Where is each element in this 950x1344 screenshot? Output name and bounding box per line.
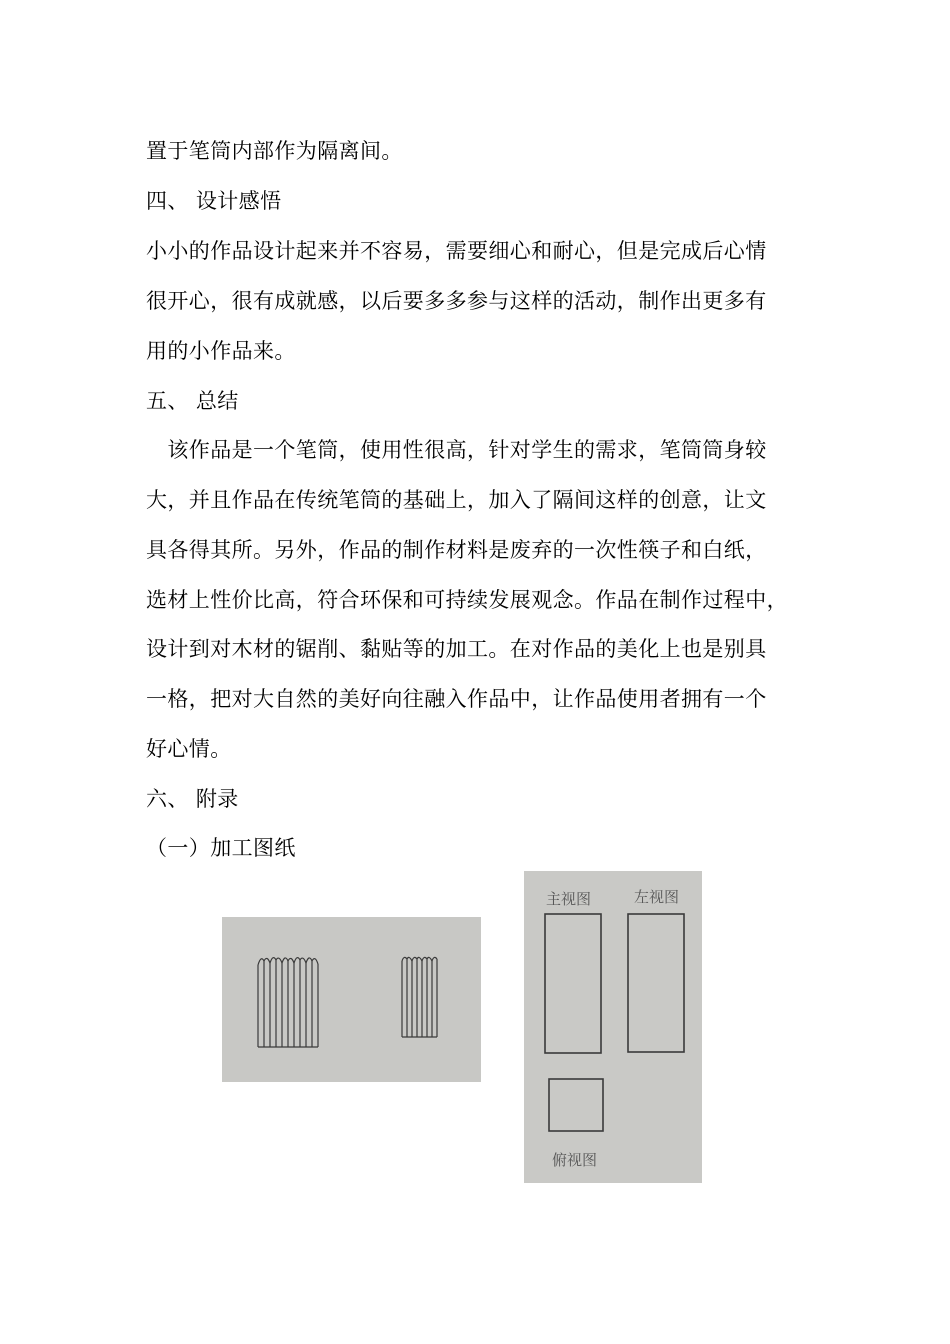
left-view-label: 左视图 [634, 888, 680, 906]
paragraph-line: 用的小作品来。 [146, 339, 296, 363]
paragraph-line: 选材上性价比高，符合环保和可持续发展观念。作品在制作过程中， [146, 588, 788, 612]
subsection-heading: （一）加工图纸 [146, 836, 296, 860]
section-heading-4: 四、 设计感悟 [146, 189, 282, 213]
section-heading-5: 五、 总结 [146, 389, 239, 413]
top-view-label: 俯视图 [552, 1151, 598, 1169]
sketch-photo-chopsticks [222, 917, 481, 1082]
section-heading-6: 六、 附录 [146, 787, 239, 811]
paragraph-line: 好心情。 [146, 737, 232, 761]
paragraph-line: 置于笔筒内部作为隔离间。 [146, 139, 403, 163]
paragraph-line: 一格，把对大自然的美好向往融入作品中，让作品使用者拥有一个 [146, 687, 767, 711]
paragraph-line: 设计到对木材的锯削、黏贴等的加工。在对作品的美化上也是别具 [146, 637, 767, 661]
paragraph-line: 小小的作品设计起来并不容易，需要细心和耐心，但是完成后心情 [146, 239, 767, 263]
paragraph-line: 很开心，很有成就感，以后要多多参与这样的活动，制作出更多有 [146, 289, 767, 313]
paragraph-line: 该作品是一个笔筒，使用性很高，针对学生的需求，笔筒筒身较 [146, 438, 767, 462]
front-view-label: 主视图 [546, 890, 592, 908]
paragraph-line: 大，并且作品在传统笔筒的基础上，加入了隔间这样的创意，让文 [146, 488, 767, 512]
three-view-drawing-photo [524, 871, 702, 1183]
paragraph-line: 具各得其所。另外，作品的制作材料是废弃的一次性筷子和白纸， [146, 538, 767, 562]
